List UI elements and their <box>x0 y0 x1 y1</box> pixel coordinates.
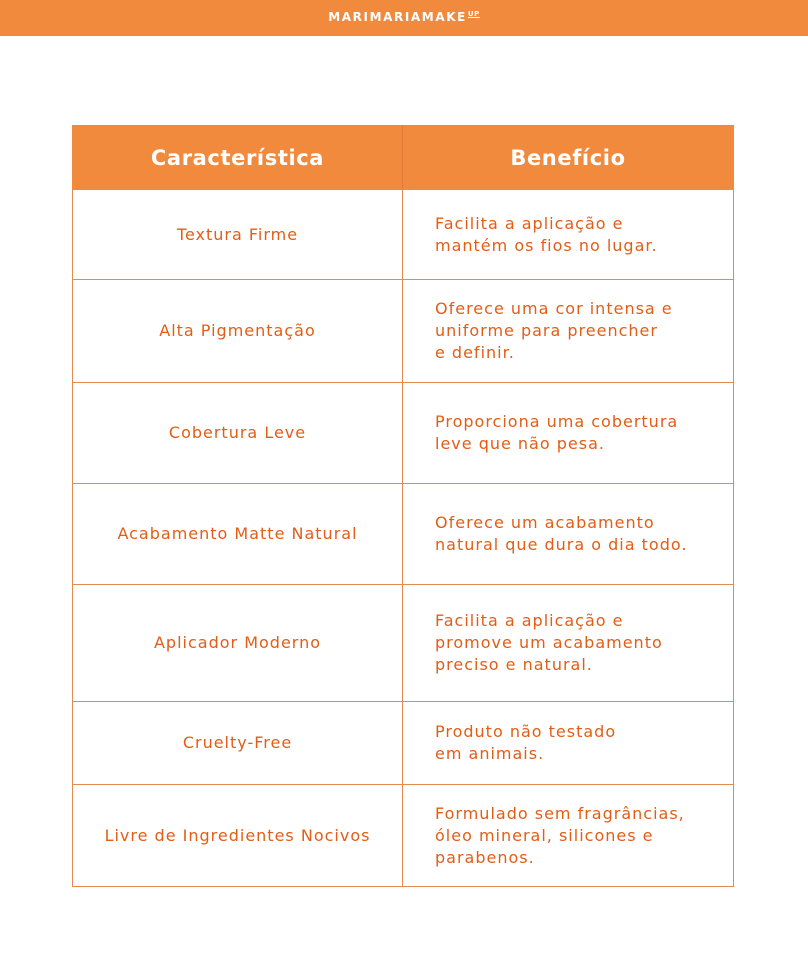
feature-cell: Cobertura Leve <box>73 383 403 484</box>
benefit-cell: Oferece um acabamento natural que dura o dia todo. <box>403 484 734 585</box>
brand-name: MARIMARIAMAKE <box>328 10 467 24</box>
benefit-cell: Formulado sem fragrâncias, óleo mineral, silicones e parabenos. <box>403 785 734 887</box>
feature-cell: Aplicador Moderno <box>73 585 403 702</box>
feature-cell: Cruelty-Free <box>73 702 403 785</box>
table-row <box>73 785 734 887</box>
feature-benefit-table <box>72 125 734 887</box>
top-brand-bar <box>0 0 808 36</box>
table-row <box>73 383 734 484</box>
brand-sup: UP <box>467 10 480 18</box>
benefit-cell: Facilita a aplicação e promove um acabamento preciso e natural. <box>403 585 734 702</box>
feature-cell: Alta Pigmentação <box>73 280 403 383</box>
table-row <box>73 190 734 280</box>
column-header-feature: Característica <box>73 126 403 190</box>
brand-logo <box>328 10 480 24</box>
benefit-cell: Proporciona uma cobertura leve que não pesa. <box>403 383 734 484</box>
feature-cell: Livre de Ingredientes Nocivos <box>73 785 403 887</box>
table-row <box>73 585 734 702</box>
feature-cell: Textura Firme <box>73 190 403 280</box>
column-header-benefit: Benefício <box>403 126 734 190</box>
table-row <box>73 280 734 383</box>
comparison-table-container <box>72 125 733 887</box>
benefit-cell: Oferece uma cor intensa e uniforme para preencher e definir. <box>403 280 734 383</box>
table-row <box>73 702 734 785</box>
table-header-row <box>73 126 734 190</box>
table-row <box>73 484 734 585</box>
benefit-cell: Facilita a aplicação e mantém os fios no lugar. <box>403 190 734 280</box>
benefit-cell: Produto não testado em animais. <box>403 702 734 785</box>
feature-cell: Acabamento Matte Natural <box>73 484 403 585</box>
